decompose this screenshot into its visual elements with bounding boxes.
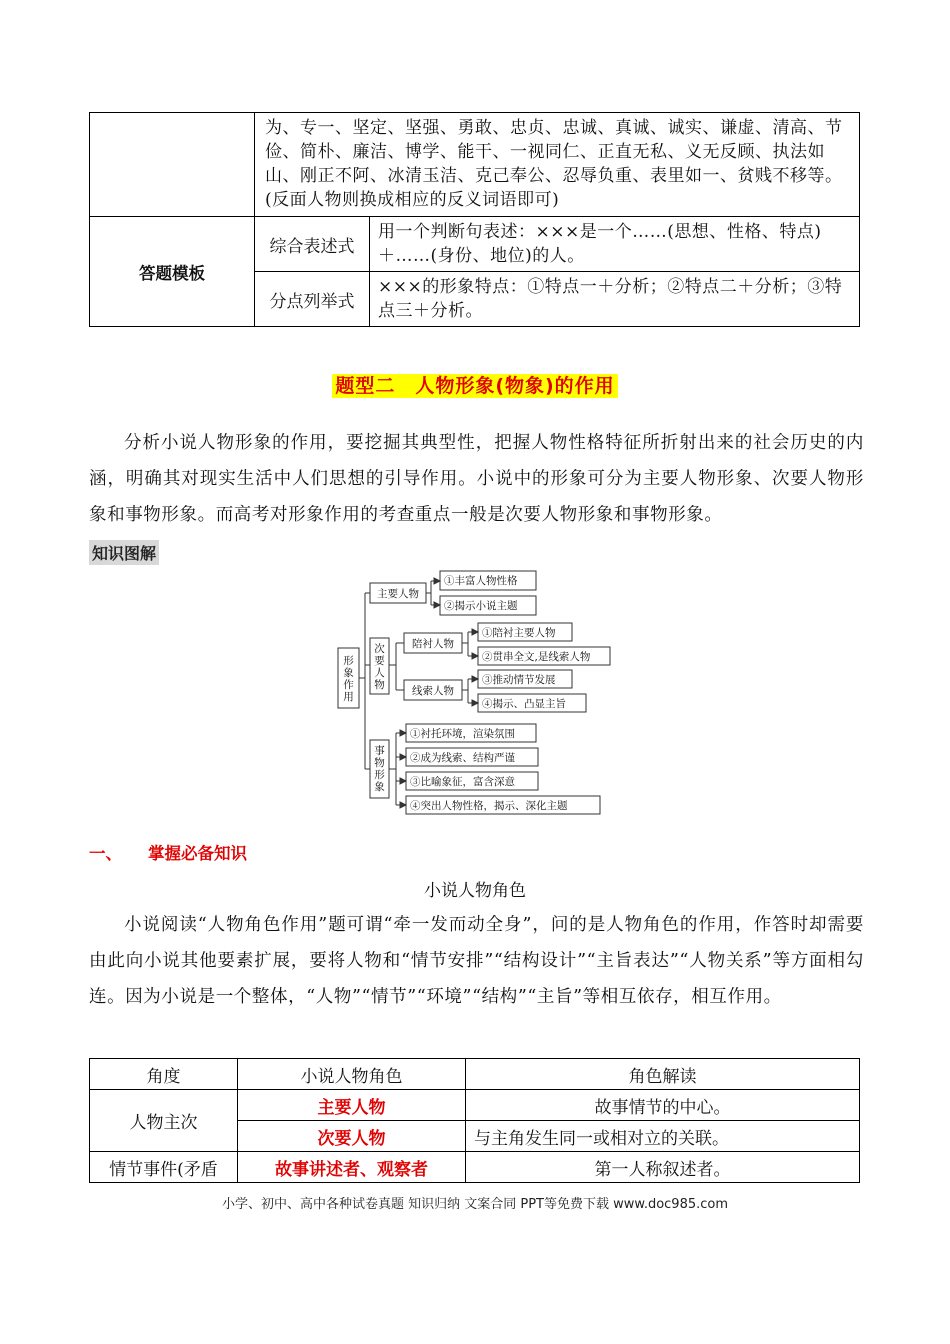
vocabulary-cell: 为、专一、坚定、坚强、勇敢、忠贞、忠诚、真诚、诚实、谦虚、清高、节俭、简朴、廉洁、博学、能干、一视同仁、正直无私、义无反顾、执法如山、刚正不阿、冰清玉洁、克己奉公、忍辱负重、表里如一、贫贱不移等。(反面人物则换成相应的反义词语即可) bbox=[255, 113, 860, 217]
heading-text: 掌握必备知识 bbox=[148, 844, 247, 863]
template-label: 答题模板 bbox=[90, 217, 255, 327]
root-label-char-2: 象 bbox=[343, 667, 354, 679]
footer: 小学、初中、高中各种试卷真题 知识归纳 文案合同 PPT等免费下载 www.doc985.com bbox=[221, 1197, 729, 1212]
listing-text: ×××的形象特点：①特点一＋分析；②特点二＋分析；③特点三＋分析。 bbox=[370, 272, 860, 327]
section-title-text: 题型二 人物形象(物象)的作用 bbox=[332, 374, 617, 398]
object-item-4: ④突出人物性格，揭示、深化主题 bbox=[410, 800, 568, 812]
group-primary-secondary: 人物主次 bbox=[90, 1090, 238, 1152]
intro-paragraph: 分析小说人物形象的作用，要挖掘其典型性，把握人物性格特征所折射出来的社会历史的内涵，明确其对现实生活中人们思想的引导作用。小说中的形象可分为主要人物形象、次要人物形象和事物形象。而高考对形象作用的考查重点一般是次要人物形象和事物形象。 bbox=[89, 433, 864, 525]
comprehensive-text: 用一个判断句表述：×××是一个……(思想、性格、特点)＋……(身份、地位)的人。 bbox=[370, 217, 860, 272]
clue-item-2: ④揭示、凸显主旨 bbox=[482, 698, 566, 710]
object-item-3: ③比喻象征，富含深意 bbox=[410, 776, 515, 788]
root-label-char-3: 作 bbox=[343, 679, 354, 691]
secondary-label-char-4: 物 bbox=[374, 679, 385, 691]
heading-number: 一、 bbox=[89, 844, 122, 863]
foil-label: 陪衬人物 bbox=[412, 638, 454, 650]
main-item-2: ②揭示小说主题 bbox=[444, 600, 518, 612]
type-label-listing: 分点列举式 bbox=[255, 272, 370, 327]
header-interpretation: 角色解读 bbox=[466, 1059, 860, 1090]
foil-item-2: ②贯串全文,是线索人物 bbox=[482, 651, 591, 663]
object-label-char-1: 事 bbox=[374, 745, 385, 757]
foil-item-1: ①陪衬主要人物 bbox=[482, 627, 556, 639]
object-label-char-3: 形 bbox=[374, 769, 385, 781]
subtitle: 小说人物角色 bbox=[424, 881, 526, 901]
root-label-char-1: 形 bbox=[343, 655, 354, 667]
group-plot-events: 情节事件(矛盾 bbox=[90, 1152, 238, 1183]
root-label-char-4: 用 bbox=[343, 691, 354, 703]
clue-label: 线索人物 bbox=[412, 685, 454, 697]
role-diagram bbox=[330, 568, 620, 818]
desc-narrator: 第一人称叙述者。 bbox=[466, 1152, 860, 1183]
role-secondary: 次要人物 bbox=[238, 1121, 466, 1152]
header-angle: 角度 bbox=[90, 1059, 238, 1090]
role-main: 主要人物 bbox=[238, 1090, 466, 1121]
answer-template-table bbox=[89, 112, 860, 327]
header-role: 小说人物角色 bbox=[238, 1059, 466, 1090]
section-title bbox=[0, 371, 950, 398]
desc-main: 故事情节的中心。 bbox=[466, 1090, 860, 1121]
main-label: 主要人物 bbox=[377, 588, 419, 600]
role-paragraph: 小说阅读“人物角色作用”题可谓“牵一发而动全身”，问的是人物角色的作用，作答时却需要由此向小说其他要素扩展，要将人物和“情节安排”“结构设计”“主旨表达”“人物关系”等方面相勾连。因为小说是一个整体，“人物”“情节”“环境”“结构”“主旨”等相互依存，相互作用。 bbox=[89, 915, 864, 1007]
heading-master-knowledge bbox=[89, 840, 247, 864]
clue-item-1: ③推动情节发展 bbox=[482, 674, 556, 686]
object-label-char-2: 物 bbox=[374, 757, 385, 769]
main-item-1: ①丰富人物性格 bbox=[444, 575, 518, 587]
knowledge-diagram-tag: 知识图解 bbox=[89, 540, 159, 565]
character-role-table bbox=[89, 1058, 860, 1183]
desc-secondary: 与主角发生同一或相对立的关联。 bbox=[466, 1121, 860, 1152]
object-item-1: ①衬托环境，渲染氛围 bbox=[410, 728, 515, 740]
role-narrator: 故事讲述者、观察者 bbox=[238, 1152, 466, 1183]
empty-cell bbox=[90, 113, 255, 217]
object-label-char-4: 象 bbox=[374, 781, 385, 793]
secondary-label-char-2: 要 bbox=[374, 655, 385, 667]
object-item-2: ②成为线索、结构严谨 bbox=[410, 752, 515, 764]
secondary-label-char-1: 次 bbox=[374, 643, 385, 655]
type-label-comprehensive: 综合表述式 bbox=[255, 217, 370, 272]
secondary-label-char-3: 人 bbox=[374, 667, 385, 679]
